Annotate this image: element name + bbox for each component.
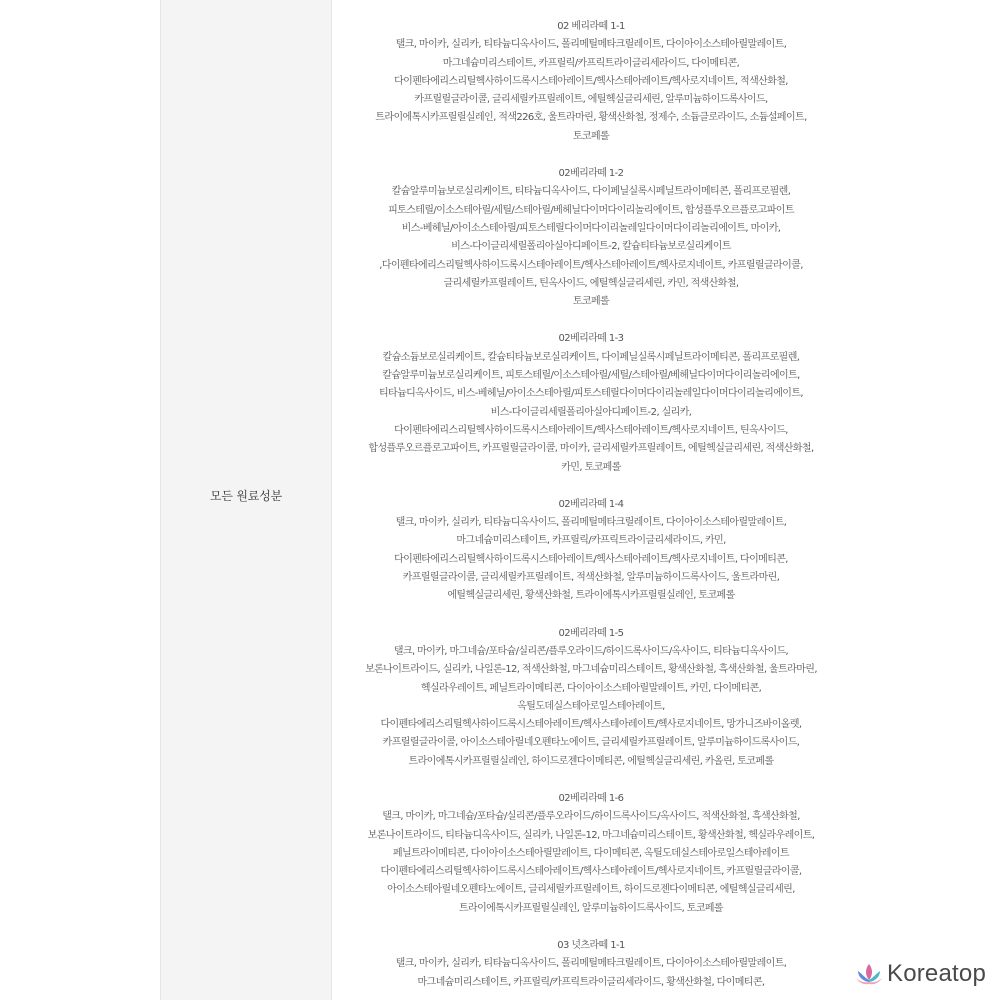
all-ingredients-label: 모든 원료성분 — [210, 489, 282, 503]
ingredient-line: 카프릴릴글라이콜, 아이소스테아릴네오펜타노에이트, 글리세릴카프릴레이트, 알루미늄하이드록사이드, — [382, 737, 800, 749]
ingredient-line: ,다이펜타에리스리틸헥사하이드록시스테아레이트/헥사스테아레이트/헥사로지네이트, 카프릴릴글라이콜, — [379, 259, 803, 271]
ingredient-line: 탤크, 마이카, 실리카, 티타늄디옥사이드, 폴리메틸메타크릴레이트, 다이아이소스테아릴말레이트, — [395, 39, 787, 51]
ingredient-line: 에틸헥실글리세린, 황색산화철, 트라이에톡시카프릴릴실레인, 토코페롤 — [447, 590, 735, 602]
ingredient-line: 글리세릴카프릴레이트, 틴옥사이드, 에틸헥실글리세린, 카민, 적색산화철, — [443, 277, 739, 289]
ingredient-line: 마그네슘미리스테이트, 카프릴릭/카프릭트라이글리세라이드, 황색산화철, 다이메티콘, — [417, 976, 765, 988]
ingredient-line: 비스-다이글리세릴폴리아실아디페이트-2, 칼슘티타늄보로실리케이트 — [451, 241, 731, 253]
ingredient-line: 보론나이트라이드, 실리카, 나일론-12, 적색산화철, 마그네슘미리스테이트, 황색산화철, 흑색산화철, 울트라마린, — [365, 664, 817, 676]
ingredient-line: 마그네슘미리스테이트, 카프릴릭/카프릭트라이글리세라이드, 다이메티콘, — [442, 57, 740, 69]
product-shade-title: 02베리라떼 1-3 — [558, 333, 624, 345]
ingredient-line: 티타늄디옥사이드, 비스-베헤닐/아이소스테아릴/피토스테릴다이머다이리놀레일다이머다이리놀리에이트, — [379, 388, 803, 400]
ingredient-block — [331, 625, 851, 771]
ingredient-block — [331, 330, 851, 476]
watermark-text: Koreatop — [886, 960, 986, 987]
ingredient-line: 피토스테릴/이소스테아릴/세틸/스테아릴/베헤닐다이머다이리놀리에이트, 합성플루오르플로고파이트 — [388, 204, 794, 216]
ingredient-block — [331, 937, 851, 992]
ingredient-line: 마그네슘미리스테이트, 카프릴릭/카프릭트라이글리세라이드, 카민, — [456, 535, 726, 547]
ingredient-line: 다이펜타에리스리틸헥사하이드록시스테아레이트/헥사스테아레이트/헥사로지네이트, 다이메티콘, — [394, 553, 788, 565]
product-shade-title: 03 넛츠라떼 1-1 — [557, 940, 625, 952]
ingredient-line: 비스-베헤닐/아이소스테아릴/피토스테릴다이머다이리놀레일다이머다이리놀리에이트, 마이카, — [401, 222, 781, 234]
ingredient-line: 다이펜타에리스리틸헥사하이드록시스테아레이트/헥사스테아레이트/헥사로지네이트, 망가니즈바이올렛, — [380, 719, 802, 731]
ingredient-line: 토코페롤 — [572, 130, 610, 142]
ingredient-line: 탤크, 마이카, 실리카, 티타늄디옥사이드, 폴리메틸메타크릴레이트, 다이아이소스테아릴말레이트, — [395, 517, 787, 529]
ingredient-line: 다이펜타에리스리틸헥사하이드록시스테아레이트/헥사스테아레이트/헥사로지네이트, 적색산화철, — [394, 75, 788, 87]
lotus-icon — [855, 962, 883, 986]
ingredient-block — [331, 496, 851, 606]
ingredient-line: 토코페롤 — [572, 296, 610, 308]
koreatop-watermark — [851, 958, 990, 990]
ingredient-line: 탤크, 마이카, 마그네슘/포타슘/실리콘/플루오라이드/하이드록사이드/옥사이드, 티타늄디옥사이드, — [393, 645, 789, 657]
ingredient-line: 합성플루오르플로고파이트, 카프릴릴글라이콜, 마이카, 글리세릴카프릴레이트, 에틸헥실글리세린, 적색산화철, — [368, 443, 814, 455]
product-shade-title: 02베리라떼 1-5 — [558, 627, 624, 639]
ingredient-line: 칼슘알루미늄보로실리케이트, 티타늄디옥사이드, 다이페닐실록시페닐트라이메티콘, 폴리프로필렌, — [391, 186, 791, 198]
ingredient-line: 보론나이트라이드, 티타늄디옥사이드, 실리카, 나일론-12, 마그네슘미리스테이트, 황색산화철, 헥실라우레이트, — [367, 829, 815, 841]
ingredient-line: 옥틸도데실스테아로일스테아레이트, — [517, 700, 665, 712]
ingredient-line: 칼슘알루미늄보로실리케이트, 피토스테릴/이소스테아릴/세틸/스테아릴/베헤닐다이머다이리놀리에이트, — [382, 370, 800, 382]
ingredient-line: 칼슘소듐보로실리케이트, 칼슘티타늄보로실리케이트, 다이페닐실록시페닐트라이메티콘, 폴리프로필렌, — [382, 351, 800, 363]
ingredient-line: 탤크, 마이카, 마그네슘/포타슘/실리콘/플루오라이드/하이드록사이드/옥사이드, 적색산화철, 흑색산화철, — [382, 811, 800, 823]
ingredient-line: 트라이에톡시카프릴릴실레인, 알루미늄하이드록사이드, 토코페롤 — [459, 902, 723, 914]
ingredient-line: 카프릴릴글라이콜, 글리세릴카프릴레이트, 에틸헥실글리세린, 알루미늄하이드록사이드, — [414, 94, 768, 106]
ingredient-line: 다이펜타에리스리틸헥사하이드록시스테아레이트/헥사스테아레이트/헥사로지네이트, 카프릴릴글라이콜, — [380, 866, 802, 878]
ingredient-line: 아이소스테아릴네오펜타노에이트, 글리세릴카프릴레이트, 하이드로젠다이메티콘, 에틸헥실글리세린, — [387, 884, 795, 896]
ingredient-line: 페닐트라이메티콘, 다이아이소스테아릴말레이트, 다이메티콘, 옥틸도데실스테아로일스테아레이트 — [393, 847, 789, 859]
ingredient-line: 헥실라우레이트, 페닐트라이메티콘, 다이아이소스테아릴말레이트, 카민, 다이메티콘, — [420, 682, 762, 694]
ingredient-line: 비스-다이글리세릴폴리아실아디페이트-2, 실리카, — [490, 406, 692, 418]
ingredient-line: 트라이에톡시카프릴릴실레인, 하이드로젠다이메티콘, 에틸헥실글리세린, 카올린, 토코페롤 — [408, 755, 774, 767]
label-column — [160, 0, 332, 1000]
ingredient-line: 카프릴릴글라이콜, 글리세릴카프릴레이트, 적색산화철, 알루미늄하이드록사이드, 울트라마린, — [402, 572, 780, 584]
product-shade-title: 02베리라떼 1-2 — [558, 168, 624, 180]
ingredient-line: 트라이에톡시카프릴릴실레인, 적색226호, 울트라마린, 황색산화철, 정제수, 소듐클로라이드, 소듐설페이트, — [375, 112, 807, 124]
product-shade-title: 02 베리라떼 1-1 — [557, 21, 625, 32]
ingredients-content — [331, 18, 851, 1000]
ingredient-block — [331, 790, 851, 918]
ingredient-line: 탤크, 마이카, 실리카, 티타늄디옥사이드, 폴리메틸메타크릴레이트, 다이아이소스테아릴말레이트, — [395, 958, 787, 970]
product-shade-title: 02베리라떼 1-4 — [558, 498, 624, 510]
ingredient-block — [331, 165, 851, 311]
ingredient-block — [331, 18, 851, 146]
ingredient-line: 카민, 토코페롤 — [561, 461, 621, 473]
ingredient-line: 다이펜타에리스리틸헥사하이드록시스테아레이트/헥사스테아레이트/헥사로지네이트, 틴옥사이드, — [394, 424, 788, 436]
product-shade-title: 02베리라떼 1-6 — [558, 792, 624, 804]
